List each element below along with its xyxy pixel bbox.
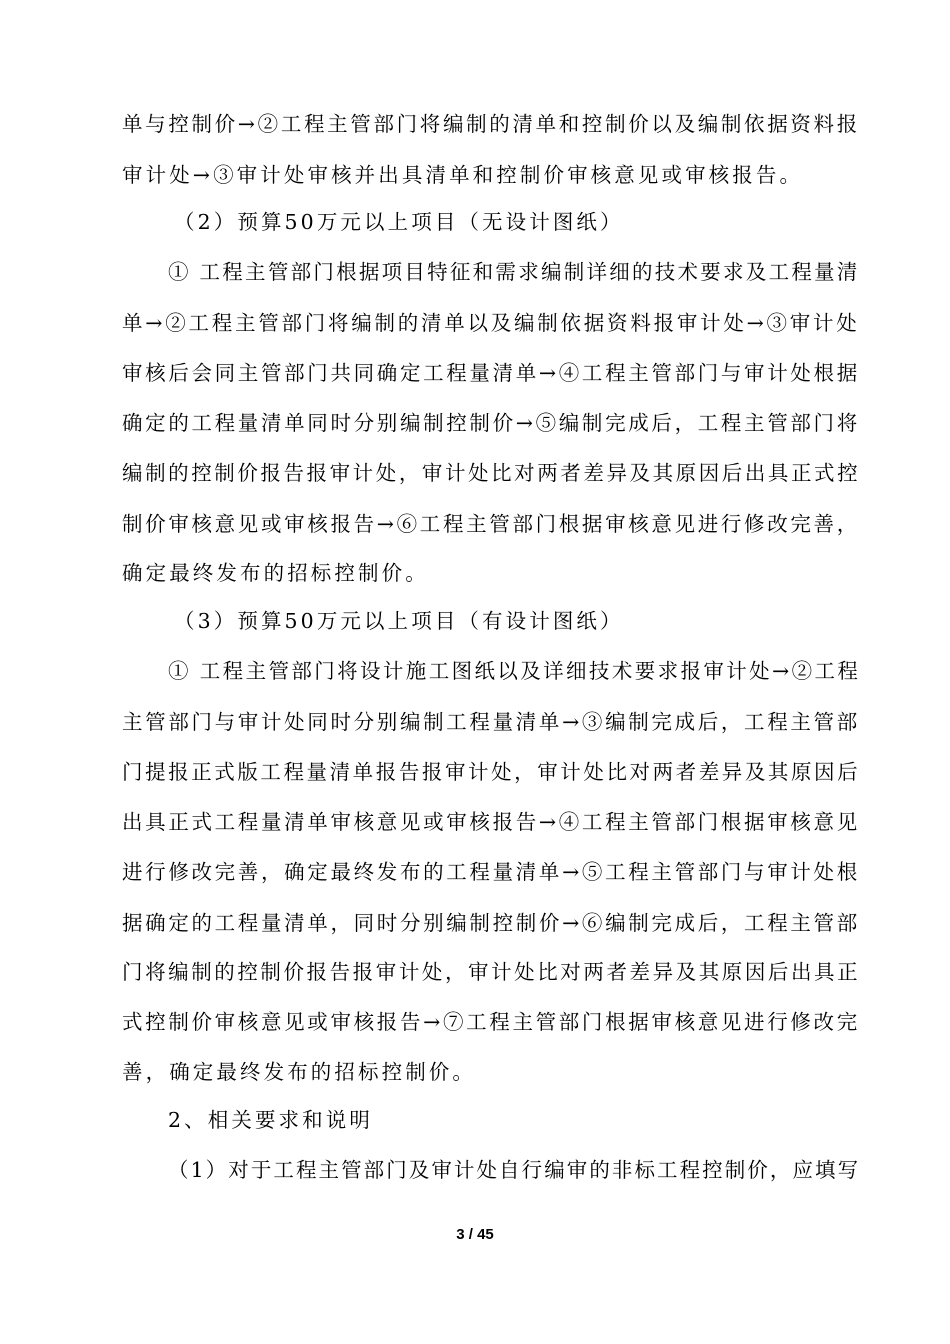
page-number: 3 / 45 [456,1226,494,1243]
paragraph-line: 式控制价审核意见或审核报告→⑦工程主管部门根据审核意见进行修改完 [122,1010,860,1034]
paragraph-line: （1）对于工程主管部门及审计处自行编审的非标工程控制价，应填写 [168,1158,861,1182]
paragraph-line: 进行修改完善，确定最终发布的工程量清单→⑤工程主管部门与审计处根 [122,860,860,884]
paragraph-line: 单→②工程主管部门将编制的清单以及编制依据资料报审计处→③审计处 [122,311,860,335]
paragraph-line: 编制的控制价报告报审计处，审计处比对两者差异及其原因后出具正式控 [122,461,861,485]
paragraph-line: 门将编制的控制价报告报审计处，审计处比对两者差异及其原因后出具正 [122,960,861,984]
section-heading: （2）预算50万元以上项目（无设计图纸） [174,210,624,234]
section-heading: 2、相关要求和说明 [168,1108,373,1132]
paragraph-line: 单与控制价→②工程主管部门将编制的清单和控制价以及编制依据资料报 [122,112,860,136]
paragraph-line: 出具正式工程量清单审核意见或审核报告→④工程主管部门根据审核意见 [122,810,860,834]
section-heading: （3）预算50万元以上项目（有设计图纸） [174,609,624,633]
paragraph-line: ① 工程主管部门根据项目特征和需求编制详细的技术要求及工程量清 [168,260,860,284]
paragraph-line: 确定的工程量清单同时分别编制控制价→⑤编制完成后，工程主管部门将 [122,411,860,435]
paragraph-line: 主管部门与审计处同时分别编制工程量清单→③编制完成后，工程主管部 [122,710,860,734]
paragraph-line: 门提报正式版工程量清单报告报审计处，审计处比对两者差异及其原因后 [122,760,861,784]
paragraph-line: 制价审核意见或审核报告→⑥工程主管部门根据审核意见进行修改完善， [122,512,860,536]
paragraph-line: 审核后会同主管部门共同确定工程量清单→④工程主管部门与审计处根据 [122,361,860,385]
paragraph-line: 据确定的工程量清单，同时分别编制控制价→⑥编制完成后，工程主管部 [122,911,860,935]
paragraph-line: 审计处→③审计处审核并出具清单和控制价审核意见或审核报告。 [122,163,804,187]
paragraph-line: 善，确定最终发布的招标控制价。 [122,1060,476,1084]
paragraph-line: ① 工程主管部门将设计施工图纸以及详细技术要求报审计处→②工程 [168,659,861,683]
paragraph-line: 确定最终发布的招标控制价。 [122,561,429,585]
